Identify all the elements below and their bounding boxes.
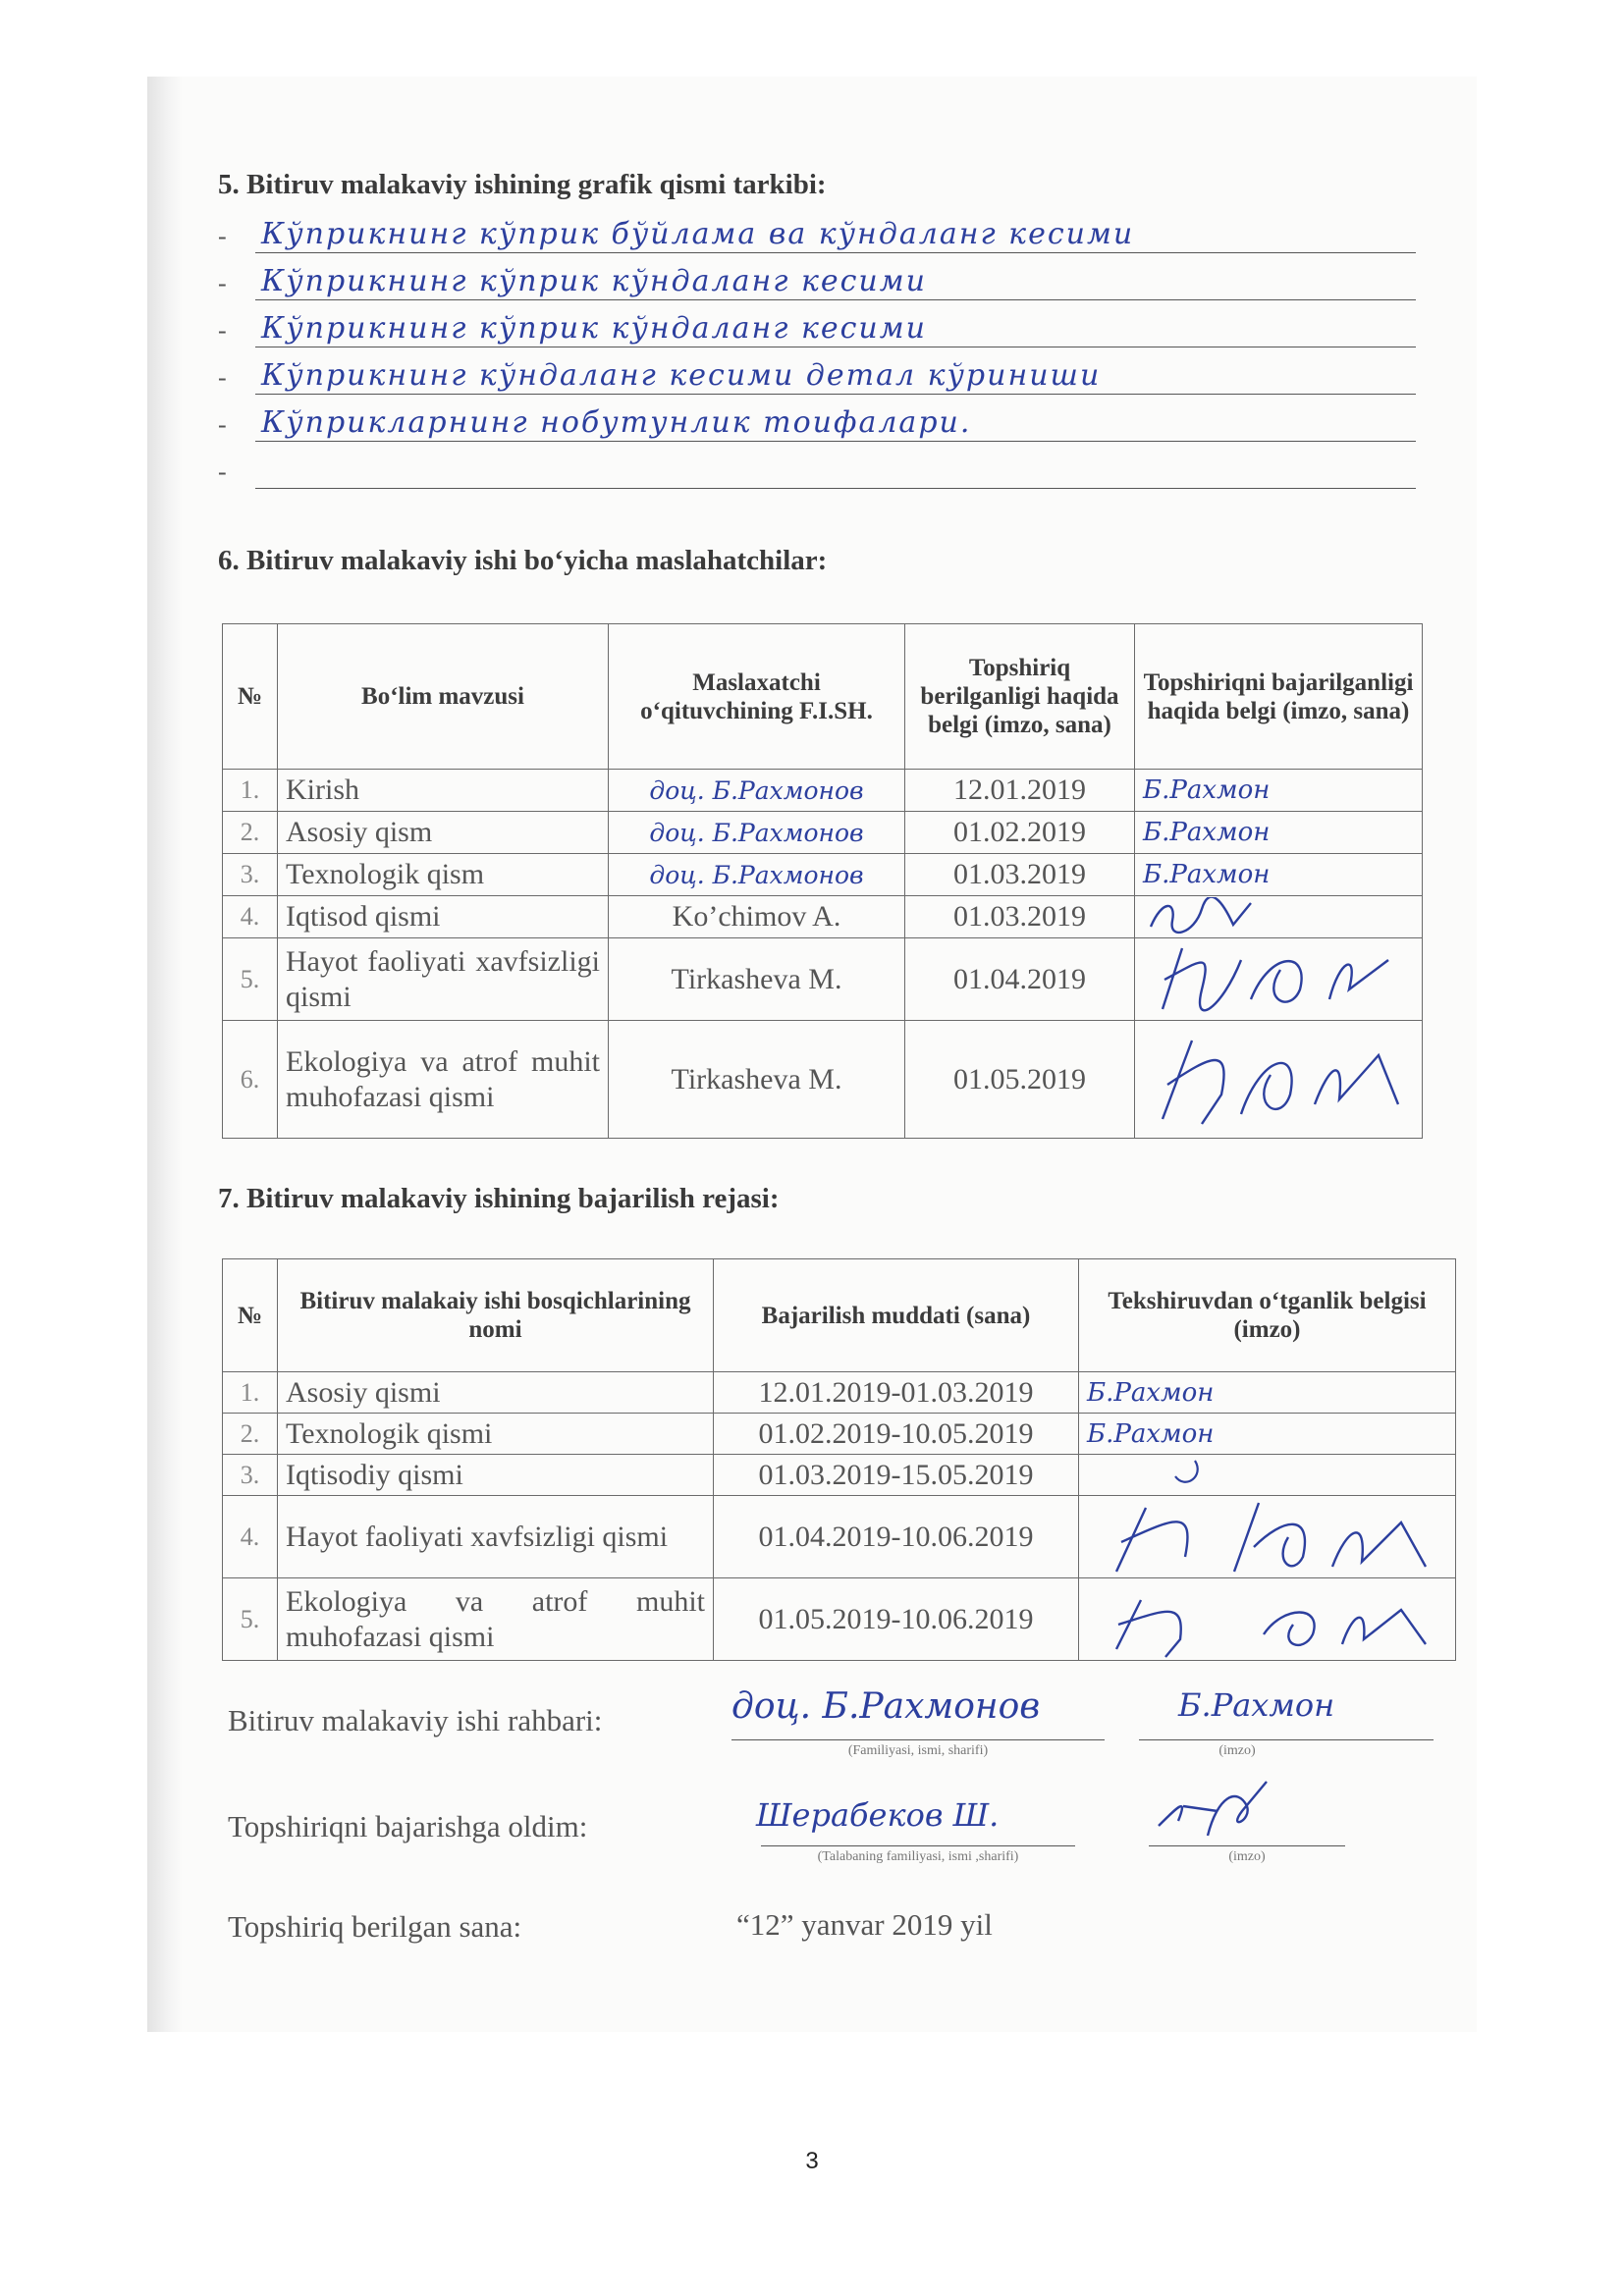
row-topic: Texnologik qism <box>278 854 609 896</box>
row-signature: Б.Рахмон <box>1135 812 1423 854</box>
graphic-item-4 <box>218 358 1416 395</box>
header-num: № <box>223 624 278 770</box>
table-header-row <box>223 624 1423 770</box>
row-signature-cell <box>1079 1496 1456 1578</box>
supervisor-caption: (Familiyasi, ismi, sharifi) <box>847 1743 989 1758</box>
table-row <box>223 1372 1456 1414</box>
item-dash: - <box>218 316 227 345</box>
row-topic: Iqtisod qismi <box>278 896 609 938</box>
advisors-table <box>222 623 1423 1139</box>
row-num: 4. <box>223 1496 278 1578</box>
row-date: 12.01.2019 <box>905 770 1135 812</box>
graphic-item-6 <box>218 455 1416 489</box>
row-stage: Texnologik qismi <box>278 1414 714 1455</box>
table-row <box>223 1021 1423 1139</box>
table-row <box>223 1455 1456 1496</box>
section-7-title: 7. Bitiruv malakaviy ishining bajarilish rejasi: <box>218 1183 780 1214</box>
table-row <box>223 938 1423 1021</box>
row-num: 2. <box>223 812 278 854</box>
row-stage: Ekologiya va atrof muhit muhofazasi qismi <box>278 1578 714 1661</box>
page-number: 3 <box>805 2148 819 2174</box>
table-row <box>223 770 1423 812</box>
table-row <box>223 812 1423 854</box>
graphic-item-3 <box>218 311 1416 347</box>
handwritten-text: Кўприкнинг кўприк кўндаланг кесими <box>261 264 927 298</box>
signature-scribble <box>1143 897 1261 936</box>
handwritten-text: Кўприкнинг кўндаланг кесими детал кўриниши <box>261 358 1102 393</box>
section-6-title: 6. Bitiruv malakaviy ishi bo‘yicha maslahatchilar: <box>218 545 828 576</box>
table-row <box>223 1496 1456 1578</box>
signature-scribble <box>1143 1026 1413 1134</box>
row-topic: Kirish <box>278 770 609 812</box>
supervisor-label: Bitiruv malakaviy ishi rahbari: <box>228 1703 603 1737</box>
graphic-item-2 <box>218 264 1416 300</box>
row-date: 01.03.2019 <box>905 896 1135 938</box>
header-num: № <box>223 1259 278 1372</box>
graphic-item-5 <box>218 405 1416 442</box>
table-header-row <box>223 1259 1456 1372</box>
row-advisor: Ko’chimov A. <box>609 896 905 938</box>
row-stage: Asosiy qismi <box>278 1372 714 1414</box>
imzo-caption-2: (imzo) <box>1228 1849 1266 1864</box>
supervisor-name-line <box>731 1739 1105 1740</box>
graphic-item-1 <box>218 217 1416 253</box>
item-rule <box>255 488 1416 489</box>
row-num: 3. <box>223 854 278 896</box>
row-term: 01.03.2019-15.05.2019 <box>714 1455 1079 1496</box>
student-caption: (Talabaning familiyasi, ismi ,sharifi) <box>817 1849 1019 1864</box>
row-term: 01.04.2019-10.06.2019 <box>714 1496 1079 1578</box>
row-advisor: доц. Б.Рахмонов <box>609 770 905 812</box>
row-advisor: Tirkasheva M. <box>609 1021 905 1139</box>
header-stage: Bitiruv malakaiy ishi bosqichlarining nomi <box>278 1259 714 1372</box>
row-num: 5. <box>223 1578 278 1661</box>
row-term: 12.01.2019-01.03.2019 <box>714 1372 1079 1414</box>
row-signature-cell <box>1135 1021 1423 1139</box>
row-stage: Iqtisodiy qismi <box>278 1455 714 1496</box>
student-name-line <box>761 1845 1075 1846</box>
row-topic: Asosiy qism <box>278 812 609 854</box>
item-rule <box>255 441 1416 442</box>
row-date: 01.03.2019 <box>905 854 1135 896</box>
signature-scribble <box>1087 1457 1205 1494</box>
row-signature: Б.Рахмон <box>1135 854 1423 896</box>
row-signature: Б.Рахмон <box>1079 1414 1456 1455</box>
item-dash: - <box>218 457 227 486</box>
row-advisor: доц. Б.Рахмонов <box>609 854 905 896</box>
item-dash: - <box>218 269 227 297</box>
row-signature-cell <box>1135 896 1423 938</box>
row-signature-cell <box>1079 1578 1456 1661</box>
row-signature: Б.Рахмон <box>1135 770 1423 812</box>
handwritten-text: Кўприкнинг кўприк бўйлама ва кўндаланг кесими <box>261 217 1135 251</box>
supervisor-signature: Б.Рахмон <box>1178 1686 1335 1724</box>
student-signature-scribble <box>1149 1777 1276 1845</box>
row-signature: Б.Рахмон <box>1079 1372 1456 1414</box>
item-rule <box>255 394 1416 395</box>
row-num: 1. <box>223 770 278 812</box>
row-date: 01.02.2019 <box>905 812 1135 854</box>
row-num: 4. <box>223 896 278 938</box>
header-done: Topshiriqni bajarilganligi haqida belgi (imzo, sana) <box>1135 624 1423 770</box>
signature-scribble <box>1087 1498 1440 1576</box>
section-5-title: 5. Bitiruv malakaviy ishining grafik qismi tarkibi: <box>218 169 827 200</box>
header-given: Topshiriq berilganligi haqida belgi (imzo, sana) <box>905 624 1135 770</box>
table-row <box>223 1414 1456 1455</box>
signature-scribble <box>1087 1580 1440 1659</box>
item-dash: - <box>218 222 227 250</box>
handwritten-text: Кўприкларнинг нобутунлик тоифалари. <box>261 405 972 440</box>
row-topic: Ekologiya va atrof muhit muhofazasi qismi <box>278 1021 609 1139</box>
row-num: 6. <box>223 1021 278 1139</box>
row-advisor: Tirkasheva M. <box>609 938 905 1021</box>
row-signature-cell <box>1079 1455 1456 1496</box>
imzo-caption: (imzo) <box>1218 1743 1256 1758</box>
date-value: “12” yanvar 2019 yil <box>736 1907 993 1942</box>
item-rule <box>255 252 1416 253</box>
row-term: 01.02.2019-10.05.2019 <box>714 1414 1079 1455</box>
item-rule <box>255 299 1416 300</box>
row-num: 1. <box>223 1372 278 1414</box>
header-topic: Bo‘lim mavzusi <box>278 624 609 770</box>
table-row <box>223 854 1423 896</box>
row-advisor: доц. Б.Рахмонов <box>609 812 905 854</box>
row-signature-cell <box>1135 938 1423 1021</box>
row-date: 01.04.2019 <box>905 938 1135 1021</box>
header-check: Tekshiruvdan o‘tganlik belgisi (imzo) <box>1079 1259 1456 1372</box>
item-dash: - <box>218 363 227 392</box>
row-term: 01.05.2019-10.06.2019 <box>714 1578 1079 1661</box>
row-num: 5. <box>223 938 278 1021</box>
student-signature-line <box>1149 1845 1345 1846</box>
header-term: Bajarilish muddati (sana) <box>714 1259 1079 1372</box>
item-dash: - <box>218 410 227 439</box>
plan-table <box>222 1258 1456 1661</box>
supervisor-name: доц. Б.Рахмонов <box>731 1686 1041 1727</box>
handwritten-text: Кўприкнинг кўприк кўндаланг кесими <box>261 311 927 346</box>
header-advisor: Maslaxatchi o‘qituvchining F.I.SH. <box>609 624 905 770</box>
supervisor-signature-line <box>1139 1739 1434 1740</box>
signature-scribble <box>1143 940 1408 1019</box>
table-row <box>223 1578 1456 1661</box>
scan-edge-shadow <box>147 77 183 2032</box>
table-row <box>223 896 1423 938</box>
accepted-label: Topshiriqni bajarishga oldim: <box>228 1809 588 1843</box>
row-date: 01.05.2019 <box>905 1021 1135 1139</box>
row-stage: Hayot faoliyati xavfsizligi qismi <box>278 1496 714 1578</box>
student-name: Шерабеков Ш. <box>756 1796 1000 1834</box>
date-label: Topshiriq berilgan sana: <box>228 1909 522 1944</box>
row-topic: Hayot faoliyati xavfsizligi qismi <box>278 938 609 1021</box>
row-num: 2. <box>223 1414 278 1455</box>
row-num: 3. <box>223 1455 278 1496</box>
